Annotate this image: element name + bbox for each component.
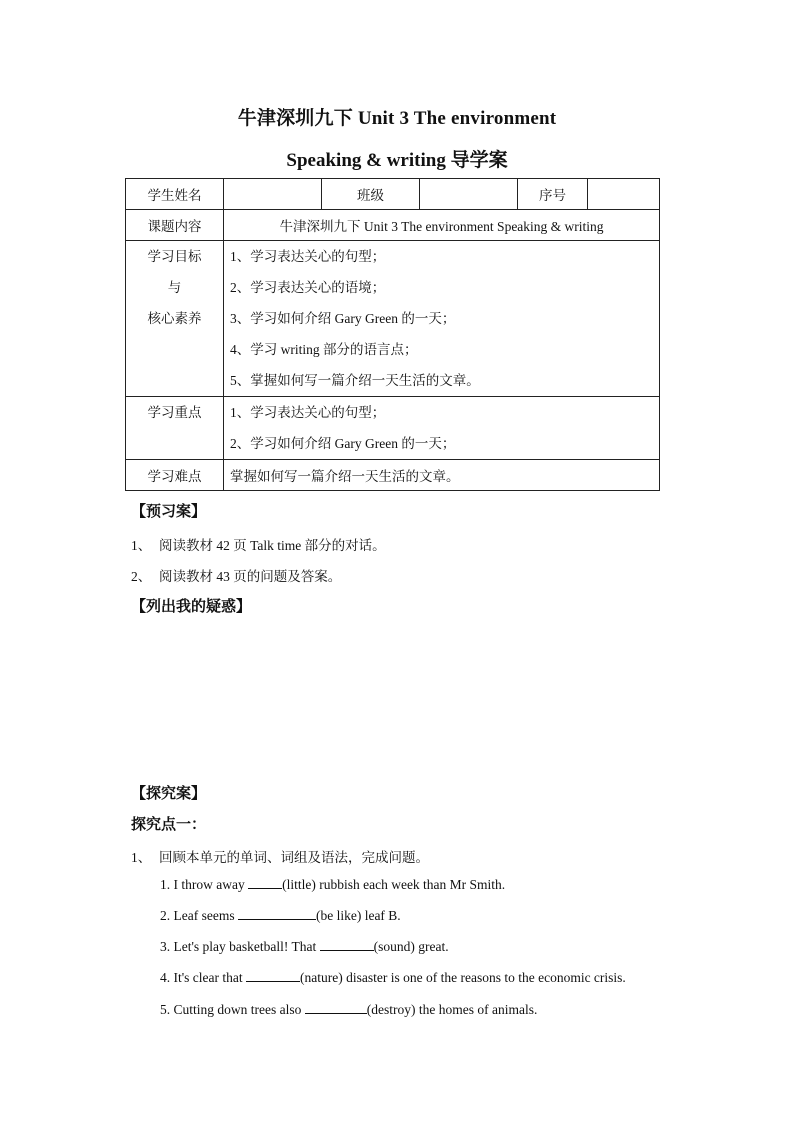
question-hint: (be like) leaf B. [315,908,401,923]
list-item [131,534,386,554]
preview-heading: 【预习案】 [131,504,207,520]
question-prefix: 5. Cutting down trees also [160,1002,305,1017]
document-title-line1: 牛津深圳九下 Unit 3 The environment [237,108,557,129]
class-field[interactable] [420,179,518,210]
answer-blank[interactable] [238,907,316,920]
list-item-text: 阅读教材 43 页的问题及答案。 [159,569,342,584]
question-prefix: 4. It's clear that [160,970,247,985]
question-prefix: 1. I throw away [160,877,249,892]
exercise-question [160,969,626,986]
question-hint: (little) rubbish each week than Mr Smith. [282,877,506,892]
document-title-line2: Speaking & writing 导学案 [286,150,508,171]
question-hint: (sound) great. [373,939,449,954]
table-row [126,179,660,210]
class-label: 班级 [322,179,420,210]
student-name-label: 学生姓名 [126,179,224,210]
key-points-list [224,397,660,460]
goals-label-line: 核心素养 [147,311,202,326]
goals-list [224,241,660,397]
explore-heading: 【探究案】 [131,786,207,802]
answer-blank[interactable] [246,969,300,982]
explore-instruction [131,846,429,866]
difficulty-value: 掌握如何写一篇介绍一天生活的文章。 [224,460,660,491]
list-item-number: 2、 [131,569,152,584]
question-prefix: 3. Let's play basketball! That [160,939,320,954]
key-point-item: 1、学习表达关心的句型； [230,405,386,420]
difficulty-label: 学习难点 [126,460,224,491]
exercise-question [160,938,449,955]
student-name-field[interactable] [224,179,322,210]
question-hint: (destroy) the homes of animals. [366,1002,538,1017]
goal-item: 2、学习表达关心的语境； [230,280,386,295]
goals-label [126,241,224,397]
exercise-question [160,876,505,893]
key-point-item: 2、学习如何介绍 Gary Green 的一天； [230,436,456,451]
table-row [126,210,660,241]
goal-item: 5、掌握如何写一篇介绍一天生活的文章。 [230,373,480,388]
goal-item: 1、学习表达关心的句型； [230,249,386,264]
list-item-text: 阅读教材 42 页 Talk time 部分的对话。 [159,538,386,553]
list-item-number: 1、 [131,538,152,553]
list-item-number: 1、 [131,850,152,865]
answer-blank[interactable] [320,938,374,951]
list-item [131,565,341,585]
question-prefix: 2. Leaf seems [160,908,238,923]
exercise-question [160,1001,537,1018]
student-info-table [125,178,660,491]
goals-label-line: 与 [167,280,182,295]
answer-blank[interactable] [248,876,282,889]
goals-label-line: 学习目标 [147,249,202,264]
answer-blank[interactable] [305,1001,367,1014]
key-points-label-text: 学习重点 [147,405,202,420]
topic-value: 牛津深圳九下 Unit 3 The environment Speaking & writing [224,210,660,241]
topic-label: 课题内容 [126,210,224,241]
goal-item: 3、学习如何介绍 Gary Green 的一天； [230,311,456,326]
goal-item: 4、学习 writing 部分的语言点； [230,342,418,357]
list-item-text: 回顾本单元的单词、词组及语法，完成问题。 [159,850,429,865]
doubts-heading: 【列出我的疑惑】 [131,599,252,615]
seat-label: 序号 [518,179,588,210]
table-row [126,241,660,397]
seat-field[interactable] [588,179,660,210]
question-hint: (nature) disaster is one of the reasons to the economic crisis. [300,970,626,985]
exercise-question [160,907,401,924]
key-points-label [126,397,224,460]
table-row [126,460,660,491]
table-row [126,397,660,460]
explore-point-title: 探究点一： [131,817,207,833]
